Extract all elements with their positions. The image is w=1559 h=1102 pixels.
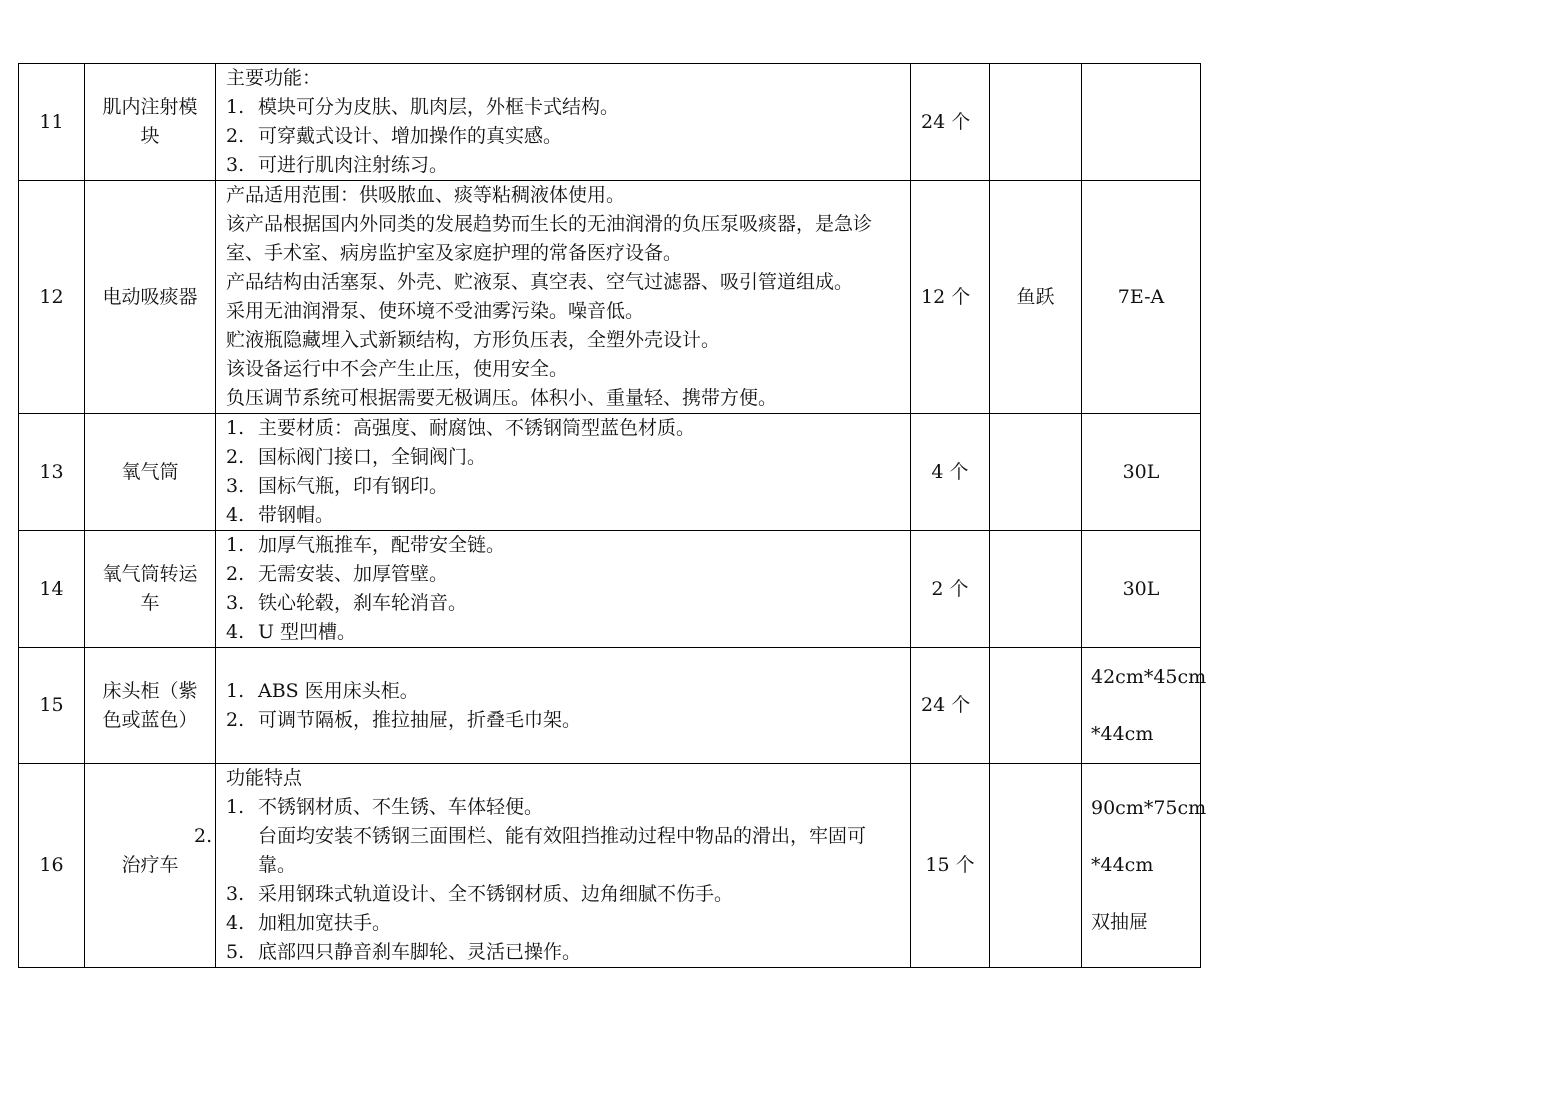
spec-line: *44cm — [1091, 722, 1154, 745]
item-name: 氧气筒转运车 — [85, 531, 216, 648]
item-name: 治疗车 — [85, 764, 216, 968]
desc-line: 2. 国标阀门接口，全铜阀门。 — [226, 446, 487, 468]
desc-line: 4. 加粗加宽扶手。 — [226, 912, 392, 934]
desc-line: 2. 台面均安装不锈钢三面围栏、能有效阻挡推动过程中物品的滑出，牢固可靠。 — [194, 825, 867, 876]
desc-line: 5. 底部四只静音刹车脚轮、灵活已操作。 — [226, 941, 582, 963]
table-row — [19, 648, 1201, 764]
row-number: 15 — [19, 648, 85, 764]
item-description — [216, 414, 911, 531]
item-description — [216, 648, 911, 764]
desc-line: 3. 铁心轮毂，刹车轮消音。 — [226, 592, 468, 614]
table-row — [19, 531, 1201, 648]
desc-line: 3. 国标气瓶，印有钢印。 — [226, 475, 449, 497]
desc-line: 2. 可穿戴式设计、增加操作的真实感。 — [226, 125, 563, 147]
item-description — [216, 181, 911, 414]
desc-line: 产品结构由活塞泵、外壳、贮液泵、真空表、空气过滤器、吸引管道组成。 — [226, 271, 854, 293]
desc-line: 该设备运行中不会产生止压，使用安全。 — [226, 358, 569, 380]
item-spec — [1082, 764, 1207, 968]
item-quantity: 4 个 — [911, 414, 990, 531]
item-quantity: 2 个 — [911, 531, 990, 648]
desc-line: 产品适用范围：供吸脓血、痰等粘稠液体使用。 — [226, 184, 626, 206]
desc-line: 1. 模块可分为皮肤、肌肉层，外框卡式结构。 — [226, 96, 620, 118]
item-spec — [1082, 531, 1201, 648]
item-name: 肌内注射模块 — [85, 64, 216, 181]
item-brand: 鱼跃 — [990, 181, 1082, 414]
spec-line: *44cm — [1091, 854, 1154, 876]
item-spec — [1082, 64, 1201, 181]
item-name: 氧气筒 — [85, 414, 216, 531]
item-name: 电动吸痰器 — [85, 181, 216, 414]
row-number: 12 — [19, 181, 85, 414]
desc-line: 采用无油润滑泵、使环境不受油雾污染。噪音低。 — [226, 300, 645, 322]
item-brand — [990, 531, 1082, 648]
desc-line: 2. 可调节隔板，推拉抽屉，折叠毛巾架。 — [226, 708, 582, 731]
spec-line: 90cm*75cm — [1091, 797, 1207, 819]
desc-line: 2. 无需安装、加厚管壁。 — [226, 563, 449, 585]
spec-line: 42cm*45cm — [1091, 665, 1207, 688]
desc-line: 功能特点 — [226, 767, 303, 789]
table-row — [19, 414, 1201, 531]
item-quantity: 15 个 — [911, 764, 990, 968]
desc-line: 1. ABS 医用床头柜。 — [226, 679, 419, 702]
item-name: 床头柜（紫色或蓝色） — [85, 648, 216, 764]
item-description — [194, 764, 911, 968]
item-spec — [1082, 181, 1201, 414]
desc-line: 1. 不锈钢材质、不生锈、车体轻便。 — [226, 796, 544, 818]
row-number: 11 — [19, 64, 85, 181]
item-spec — [1082, 414, 1201, 531]
table-row — [19, 764, 1201, 968]
item-description — [216, 64, 911, 181]
item-spec — [1082, 648, 1207, 764]
desc-line: 3. 可进行肌肉注射练习。 — [226, 154, 449, 176]
desc-line: 主要功能： — [226, 67, 322, 89]
spec-line: 7E-A — [1117, 285, 1165, 308]
item-brand — [990, 648, 1082, 764]
spec-line: 30L — [1122, 460, 1160, 483]
desc-line: 4. 带钢帽。 — [226, 504, 335, 526]
desc-line: 1. 主要材质：高强度、耐腐蚀、不锈钢筒型蓝色材质。 — [226, 417, 696, 439]
desc-line: 3. 采用钢珠式轨道设计、全不锈钢材质、边角细腻不伤手。 — [226, 883, 734, 905]
spec-line: 双抽屉 — [1091, 911, 1149, 933]
equipment-table — [18, 63, 1207, 968]
item-quantity: 24 个 — [911, 648, 990, 764]
table-row — [19, 181, 1201, 414]
desc-line: 贮液瓶隐藏埋入式新颖结构，方形负压表，全塑外壳设计。 — [226, 329, 721, 351]
item-brand — [990, 764, 1082, 968]
desc-line: 该产品根据国内外同类的发展趋势而生长的无油润滑的负压泵吸痰器，是急诊室、手术室、病房监护室及家庭护理的常备医疗设备。 — [226, 213, 873, 264]
desc-line: 1. 加厚气瓶推车，配带安全链。 — [226, 534, 506, 556]
item-description — [216, 531, 911, 648]
item-quantity: 12 个 — [911, 181, 990, 414]
desc-line: 4. U 型凹槽。 — [226, 621, 357, 643]
item-brand — [990, 414, 1082, 531]
row-number: 14 — [19, 531, 85, 648]
row-number: 13 — [19, 414, 85, 531]
equipment-table-body — [19, 64, 1207, 968]
table-row — [19, 64, 1201, 181]
desc-line: 负压调节系统可根据需要无极调压。体积小、重量轻、携带方便。 — [226, 387, 778, 409]
spec-line: 30L — [1122, 577, 1160, 600]
row-number: 16 — [19, 764, 85, 968]
item-brand — [990, 64, 1082, 181]
item-quantity: 24 个 — [911, 64, 990, 181]
